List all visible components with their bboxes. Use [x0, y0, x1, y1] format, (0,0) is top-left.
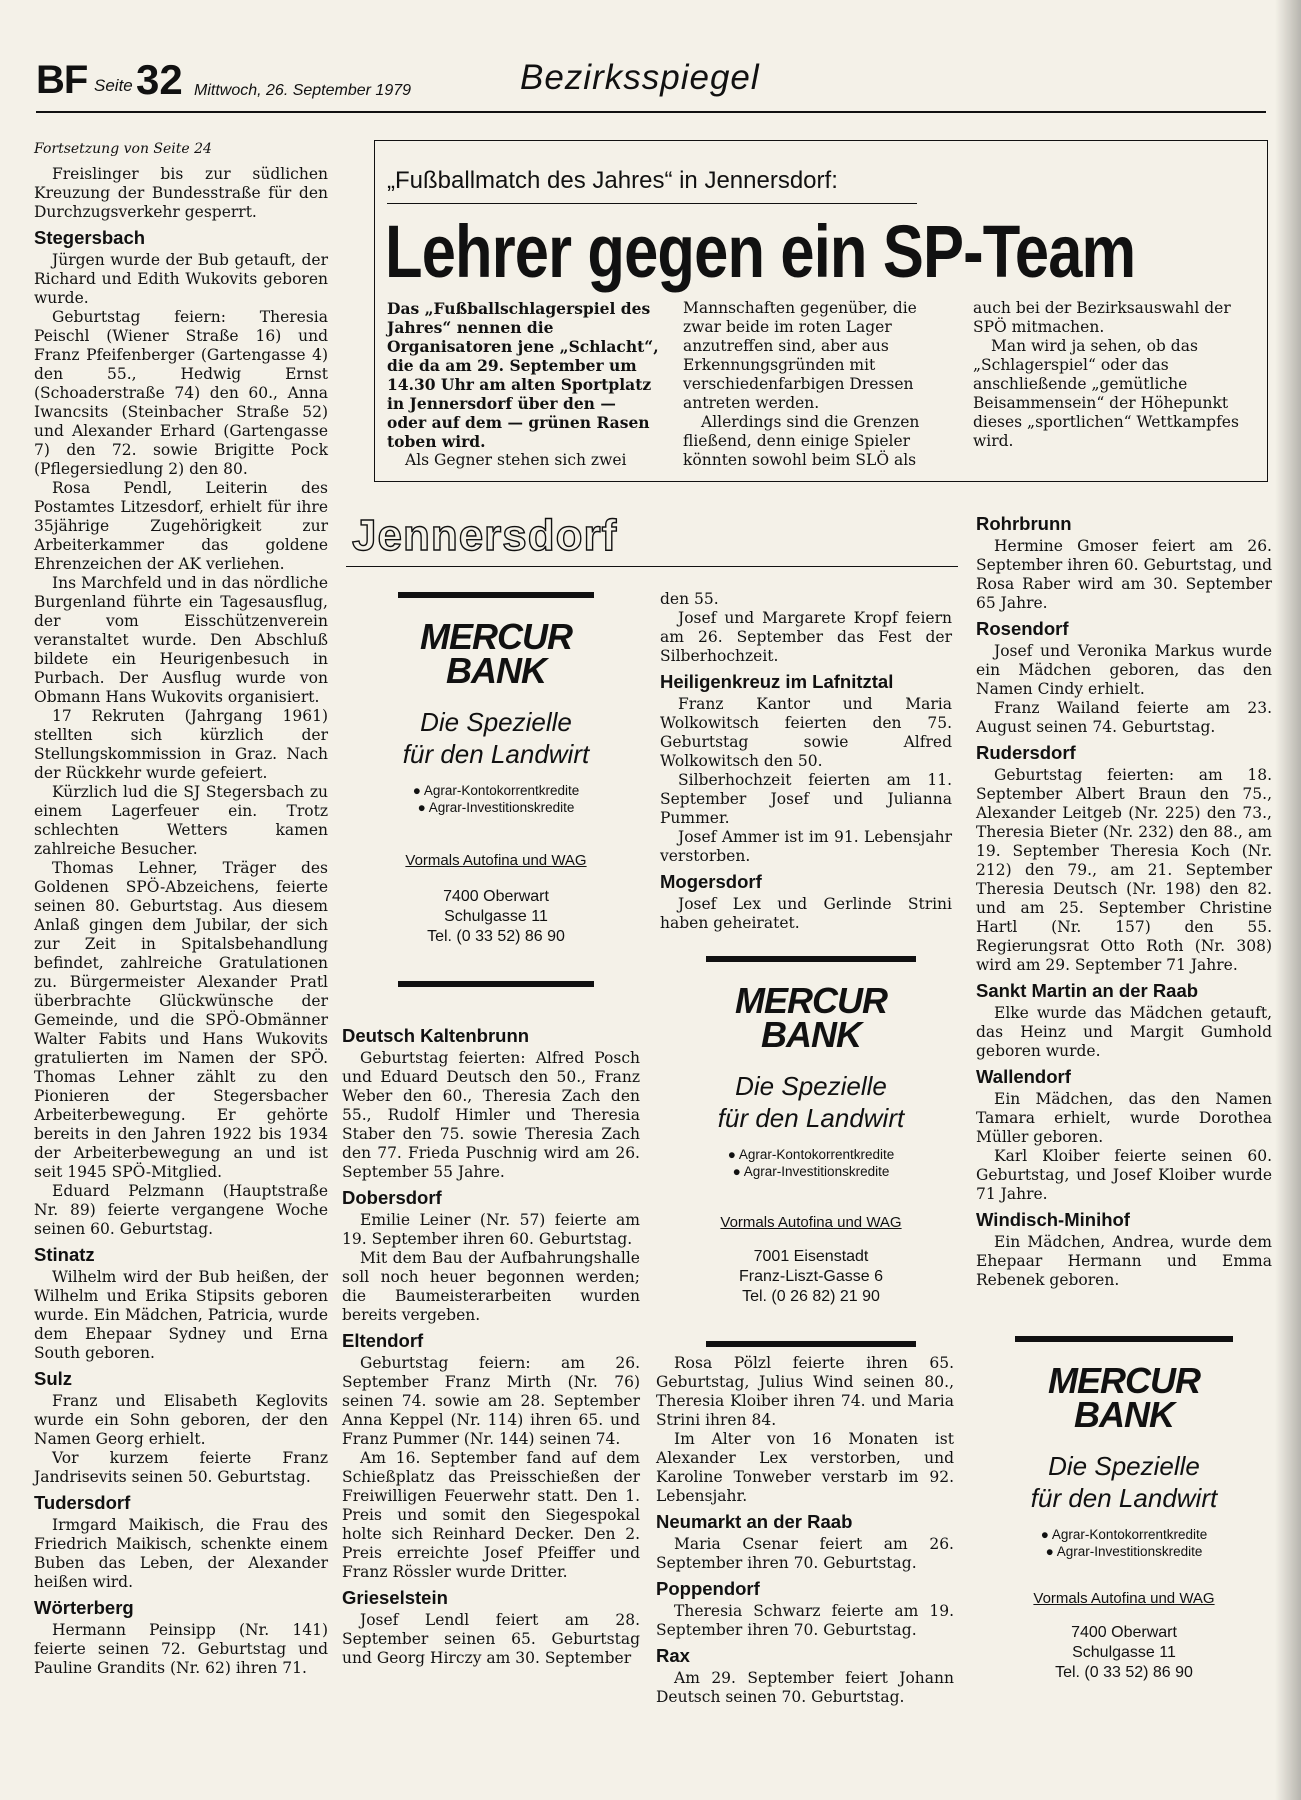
column-1 — [34, 140, 328, 1678]
article-paragraph: den 55. — [660, 590, 719, 608]
article-paragraph: Allerdings sind die Grenzen fließend, denn einige Spieler könnten sowohl beim SLÖ als — [683, 413, 920, 469]
article-paragraph: Josef Lex und Gerlinde Strini haben geheiratet. — [660, 895, 952, 932]
ad-slogan: Die Spezielle — [735, 1071, 887, 1101]
place-heading: Rosendorf — [976, 618, 1069, 639]
ad-bank-name: MERCUR — [735, 980, 887, 1021]
place-heading: Neumarkt an der Raab — [656, 1511, 853, 1532]
article-paragraph: Freislinger bis zur südlichen Kreuzung der Bundesstraße für den Durchzugsverkehr gesperrt. — [34, 165, 328, 221]
ad-bullet: ● Agrar-Kontokorrentkredite — [727, 1147, 895, 1162]
article-paragraph: auch bei der Bezirksauswahl der SPÖ mitmachen. — [973, 299, 1231, 336]
column-3-top — [660, 590, 952, 933]
ad-address: 7400 Oberwart — [1071, 1624, 1177, 1641]
article-paragraph: Rosa Pölzl feierte ihren 65. Geburtstag, Julius Wind seinen 80., Theresia Kloiber ihren 74. und Maria Strini ihren 84. — [656, 1354, 954, 1429]
article-paragraph: Am 16. September fand auf dem Schießplatz das Preisschießen der Freiwilligen Feuerwehr statt. Den 1. Preis und somit den Siegespokal holte sich Reinhard Decker. Den 2. Preis erreichte Josef Pfeiffer und Franz Rössler wurde Dritter. — [342, 1449, 640, 1581]
place-heading: Mogersdorf — [660, 871, 762, 892]
article-paragraph: Franz Kantor und Maria Wolkowitsch feierten den 75. Geburtstag sowie Alfred Wolkowitsch den 50. — [660, 695, 952, 770]
place-heading: Grieselstein — [342, 1587, 448, 1608]
ad-bullet: ● Agrar-Kontokorrentkredite — [412, 783, 580, 798]
column-4 — [976, 508, 1272, 1290]
ad-slogan: für den Landwirt — [1030, 1483, 1218, 1513]
place-heading: Dobersdorf — [342, 1187, 442, 1208]
article-paragraph: Als Gegner stehen sich zwei — [405, 451, 627, 469]
article-paragraph: Maria Csenar feiert am 26. September ihren 70. Geburtstag. — [656, 1535, 954, 1572]
article-column-3 — [973, 299, 1253, 451]
article-headline: Lehrer gegen ein SP-Team — [385, 210, 1136, 293]
mercur-bank-ad — [704, 956, 918, 1347]
article-paragraph: Jürgen wurde der Bub getauft, der Richard und Edith Wukovits geboren wurde. — [34, 251, 328, 307]
place-heading: Deutsch Kaltenbrunn — [342, 1025, 530, 1046]
ad-slogan: Die Spezielle — [420, 707, 572, 737]
article-paragraph: Theresia Schwarz feierte am 19. September ihren 70. Geburtstag. — [656, 1602, 954, 1639]
article-paragraph: Geburtstag feierten: Alfred Posch und Eduard Deutsch den 50., Franz Weber den 60., Theresia Zach den 55., Rudolf Himler und Theresia Staber den 75. sowie Theresia Zach den 77. Frieda Puschnig wird am 26. September 55 Jahre. — [342, 1049, 640, 1181]
mercur-bank-ad — [1014, 1336, 1234, 1683]
article-paragraph: Josef und Margarete Kropf feiern am 26. September das Fest der Silberhochzeit. — [660, 609, 952, 665]
place-heading: Rudersdorf — [976, 742, 1076, 763]
ad-phone: Tel. (0 33 52) 86 90 — [427, 928, 565, 945]
place-heading: Sankt Martin an der Raab — [976, 980, 1199, 1001]
article-paragraph: Hermine Gmoser feiert am 26. September ihren 60. Geburtstag, und Rosa Raber wird am 30. September 65 Jahre. — [976, 537, 1272, 612]
district-rule — [346, 566, 958, 567]
article-paragraph: Geburtstag feiern: am 26. September Franz Mirth (Nr. 76) seinen 74. sowie am 28. September Anna Keppel (Nr. 114) ihren 65. und Franz Pummer (Nr. 144) seinen 74. — [342, 1354, 640, 1448]
article-paragraph: Geburtstag feiern: Theresia Peischl (Wiener Straße 16) und Franz Pfeifenberger (Gartengasse 4) den 55., Hedwig Ernst (Schoaderstraße 74) den 60., Anna Iwancsits (Steinbacher Straße 52) und Alexander Erhard (Gartengasse 7) den 72. sowie Brigitte Pock (Pflegersiedlung 2) den 80. — [34, 308, 328, 478]
issue-date: Mittwoch, 26. September 1979 — [194, 82, 412, 99]
ad-bank-name: BANK — [1074, 1394, 1174, 1435]
article-lead: Das „Fußballschlagerspiel des Jahres“ nennen die Organisatoren jene „Schlacht“, die da am 29. September um 14.30 Uhr am alten Sportplatz in Jennersdorf über den — oder auf dem — grünen Rasen toben wird. — [387, 299, 659, 451]
article-paragraph: Hermann Peinsipp (Nr. 141) feierte seinen 72. Geburtstag und Pauline Grandits (Nr. 62) ihren 71. — [34, 1621, 328, 1677]
place-heading: Stinatz — [34, 1244, 95, 1265]
place-heading: Rax — [656, 1645, 690, 1666]
article-paragraph: Ein Mädchen, Andrea, wurde dem Ehepaar Hermann und Emma Rebenek geboren. — [976, 1233, 1272, 1289]
ad-address: Franz-Liszt-Gasse 6 — [738, 1268, 884, 1285]
place-heading: Heiligenkreuz im Lafnitztal — [660, 671, 894, 692]
article-paragraph: Irmgard Maikisch, die Frau des Friedrich Maikisch, schenkte einem Buben das Leben, der Alexander heißen wird. — [34, 1516, 328, 1591]
place-heading: Wörterberg — [34, 1597, 134, 1618]
ad-bank-name: MERCUR — [1048, 1360, 1200, 1401]
article-paragraph: Mannschaften gegenüber, die zwar beide im roten Lager anzutreffen sind, aber aus Erkennungsgründen mit verschiedenfarbigen Dressen antreten werden. — [683, 299, 917, 412]
kicker-rule — [387, 203, 917, 204]
ad-address: 7400 Oberwart — [443, 888, 549, 905]
ad-phone: Tel. (0 33 52) 86 90 — [1055, 1664, 1193, 1681]
place-heading: Windisch-Minihof — [976, 1209, 1130, 1230]
article-paragraph: Eduard Pelzmann (Hauptstraße Nr. 89) feierte vergangene Woche seinen 60. Geburtstag. — [34, 1182, 328, 1238]
place-heading: Rohrbrunn — [976, 513, 1072, 534]
ad-bullet: ● Agrar-Kontokorrentkredite — [1040, 1527, 1208, 1542]
place-heading: Poppendorf — [656, 1578, 760, 1599]
article-paragraph: Karl Kloiber feierte seinen 60. Geburtstag, und Josef Kloiber wurde 71 Jahre. — [976, 1147, 1272, 1203]
ad-former-names: Vormals Autofina und WAG — [720, 1214, 902, 1231]
article-paragraph: Mit dem Bau der Aufbahrungshalle soll noch heuer begonnen werden; die Baumeisterarbeiten wurden bereits vergeben. — [342, 1249, 640, 1324]
page-number: 32 — [136, 56, 183, 103]
article-paragraph: Thomas Lehner, Träger des Goldenen SPÖ-Abzeichens, feierte seinen 80. Geburtstag. Aus diesem Anlaß gingen dem Jubilar, der sich zur Zeit in Spitalsbehandlung befindet, zahlreiche Gratulationen zu. Bürgermeister Alexander Pratl überbrachte Glückwünsche der Gemeinde, und die SPÖ-Obmänner Walter Fabits und Hans Wukovits gratulierten im Namen der SPÖ. Thomas Lehner zählt zu den Pionieren der Stegersbacher Arbeiterbewegung. Er gehörte bereits in den Jahren 1922 bis 1934 der Arbeiterbewegung an und ist seit 1945 SPÖ-Mitglied. — [34, 859, 328, 1181]
article-paragraph: Franz und Elisabeth Keglovits wurde ein Sohn geboren, der den Namen Georg erhielt. — [34, 1392, 328, 1448]
newspaper-logo: BF — [36, 58, 88, 102]
place-heading: Eltendorf — [342, 1330, 424, 1351]
article-paragraph: Josef Ammer ist im 91. Lebensjahr verstorben. — [660, 828, 952, 865]
ad-address: 7001 Eisenstadt — [753, 1248, 869, 1265]
article-kicker: „Fußballmatch des Jahres“ in Jennersdorf: — [387, 167, 838, 194]
ad-address: Schulgasse 11 — [1072, 1644, 1176, 1661]
district-label: Jennersdorf — [352, 511, 618, 560]
ad-slogan: für den Landwirt — [717, 1103, 905, 1133]
ad-bank-name: BANK — [446, 650, 546, 691]
ad-bottom-bar — [398, 981, 594, 987]
column-2 — [342, 1020, 640, 1668]
place-heading: Tudersdorf — [34, 1492, 131, 1513]
page-edge-shadow — [1275, 0, 1301, 1800]
place-heading: Sulz — [34, 1368, 73, 1389]
article-paragraph: Wilhelm wird der Bub heißen, der Wilhelm und Erika Stipsits geboren wurde. Ein Mädchen, Patricia, wurde dem Ehepaar Sydney und Erna South geboren. — [34, 1268, 328, 1362]
place-heading: Stegersbach — [34, 227, 146, 248]
article-paragraph: Vor kurzem feierte Franz Jandrisevits seinen 50. Geburtstag. — [34, 1449, 328, 1486]
ad-former-names: Vormals Autofina und WAG — [405, 852, 587, 869]
page-header — [36, 54, 1266, 116]
article-column-2 — [683, 299, 947, 470]
section-title: Bezirksspiegel — [520, 58, 760, 97]
ad-bullet: ● Agrar-Investitionskredite — [417, 800, 575, 815]
article-paragraph: Emilie Leiner (Nr. 57) feierte am 19. September ihren 60. Geburtstag. — [342, 1211, 640, 1248]
article-column-1 — [387, 299, 659, 470]
page-word: Seite — [94, 76, 133, 95]
continuation-note: Fortsetzung von Seite 24 — [34, 141, 212, 157]
ad-bank-name: MERCUR — [420, 616, 572, 657]
ad-former-names: Vormals Autofina und WAG — [1033, 1590, 1215, 1607]
article-paragraph: Man wird ja sehen, ob das „Schlagerspiel“ oder das anschließende „gemütliche Beisammensein“ der Höhepunkt dieses „sportlichen“ Wettkampfes wird. — [973, 337, 1239, 450]
article-paragraph: 17 Rekruten (Jahrgang 1961) stellten sich kürzlich der Stellungskommission in Graz. Nach der Rückkehr wurde gefeiert. — [34, 707, 328, 782]
place-heading: Wallendorf — [976, 1066, 1071, 1087]
mercur-bank-ad — [396, 592, 596, 987]
ad-slogan: für den Landwirt — [402, 739, 590, 769]
article-paragraph: Silberhochzeit feierten am 11. September Josef und Julianna Pummer. — [660, 771, 952, 827]
ad-slogan: Die Spezielle — [1048, 1451, 1200, 1481]
featured-article-box — [374, 140, 1268, 482]
article-paragraph: Rosa Pendl, Leiterin des Postamtes Litzesdorf, erhielt für ihre 35jährige Zugehörigkeit zur Arbeiterkammer das goldene Ehrenzeichen der AK verliehen. — [34, 479, 328, 573]
article-paragraph: Am 29. September feiert Johann Deutsch seinen 70. Geburtstag. — [656, 1669, 954, 1706]
article-paragraph: Geburtstag feierten: am 18. September Albert Braun den 75., Alexander Leitgeb (Nr. 225) den 73., Theresia Bieter (Nr. 232) den 88., am 19. September Theresia Koch (Nr. 212) den 79., am 21. September Theresia Deutsch (Nr. 198) den 82. und am 25. September Christine Hartl (Nr. 157) den 55. Regierungsrat Otto Roth (Nr. 308) wird am 29. September 71 Jahre. — [976, 766, 1272, 974]
ad-bottom-bar — [706, 1341, 916, 1347]
ad-bullet: ● Agrar-Investitionskredite — [1045, 1544, 1203, 1559]
ad-bank-name: BANK — [761, 1014, 861, 1055]
ad-address: Schulgasse 11 — [444, 908, 548, 925]
article-paragraph: Elke wurde das Mädchen getauft, das Heinz und Margit Gumhold geboren wurde. — [976, 1004, 1272, 1060]
article-paragraph: Ins Marchfeld und in das nördliche Burgenland führte ein Tagesausflug, der vom Eisschützenverein veranstaltet wurde. Den Abschluß bildete ein Heurigenbesuch in Purbach. Der Ausflug wurde von Obmann Hans Wukovits organisiert. — [34, 574, 329, 706]
ad-phone: Tel. (0 26 82) 21 90 — [742, 1288, 880, 1305]
article-paragraph: Ein Mädchen, das den Namen Tamara erhielt, wurde Dorothea Müller geboren. — [976, 1090, 1272, 1146]
article-paragraph: Franz Wailand feierte am 23. August seinen 74. Geburtstag. — [976, 699, 1272, 736]
article-paragraph: Josef Lendl feiert am 28. September seinen 65. Geburtstag und Georg Hirczy am 30. September — [342, 1611, 640, 1667]
article-paragraph: Kürzlich lud die SJ Stegersbach zu einem Lagerfeuer ein. Trotz schlechten Wetters kamen zahlreiche Besucher. — [34, 783, 328, 858]
header-rule — [36, 111, 1266, 113]
article-paragraph: Im Alter von 16 Monaten ist Alexander Lex verstorben, und Karoline Tonweber verstarb im 92. Lebensjahr. — [656, 1430, 954, 1505]
ad-bullet: ● Agrar-Investitionskredite — [732, 1164, 890, 1179]
column-3-bottom — [656, 1354, 954, 1707]
article-paragraph: Josef und Veronika Markus wurde ein Mädchen geboren, das den Namen Cindy erhielt. — [976, 642, 1272, 698]
